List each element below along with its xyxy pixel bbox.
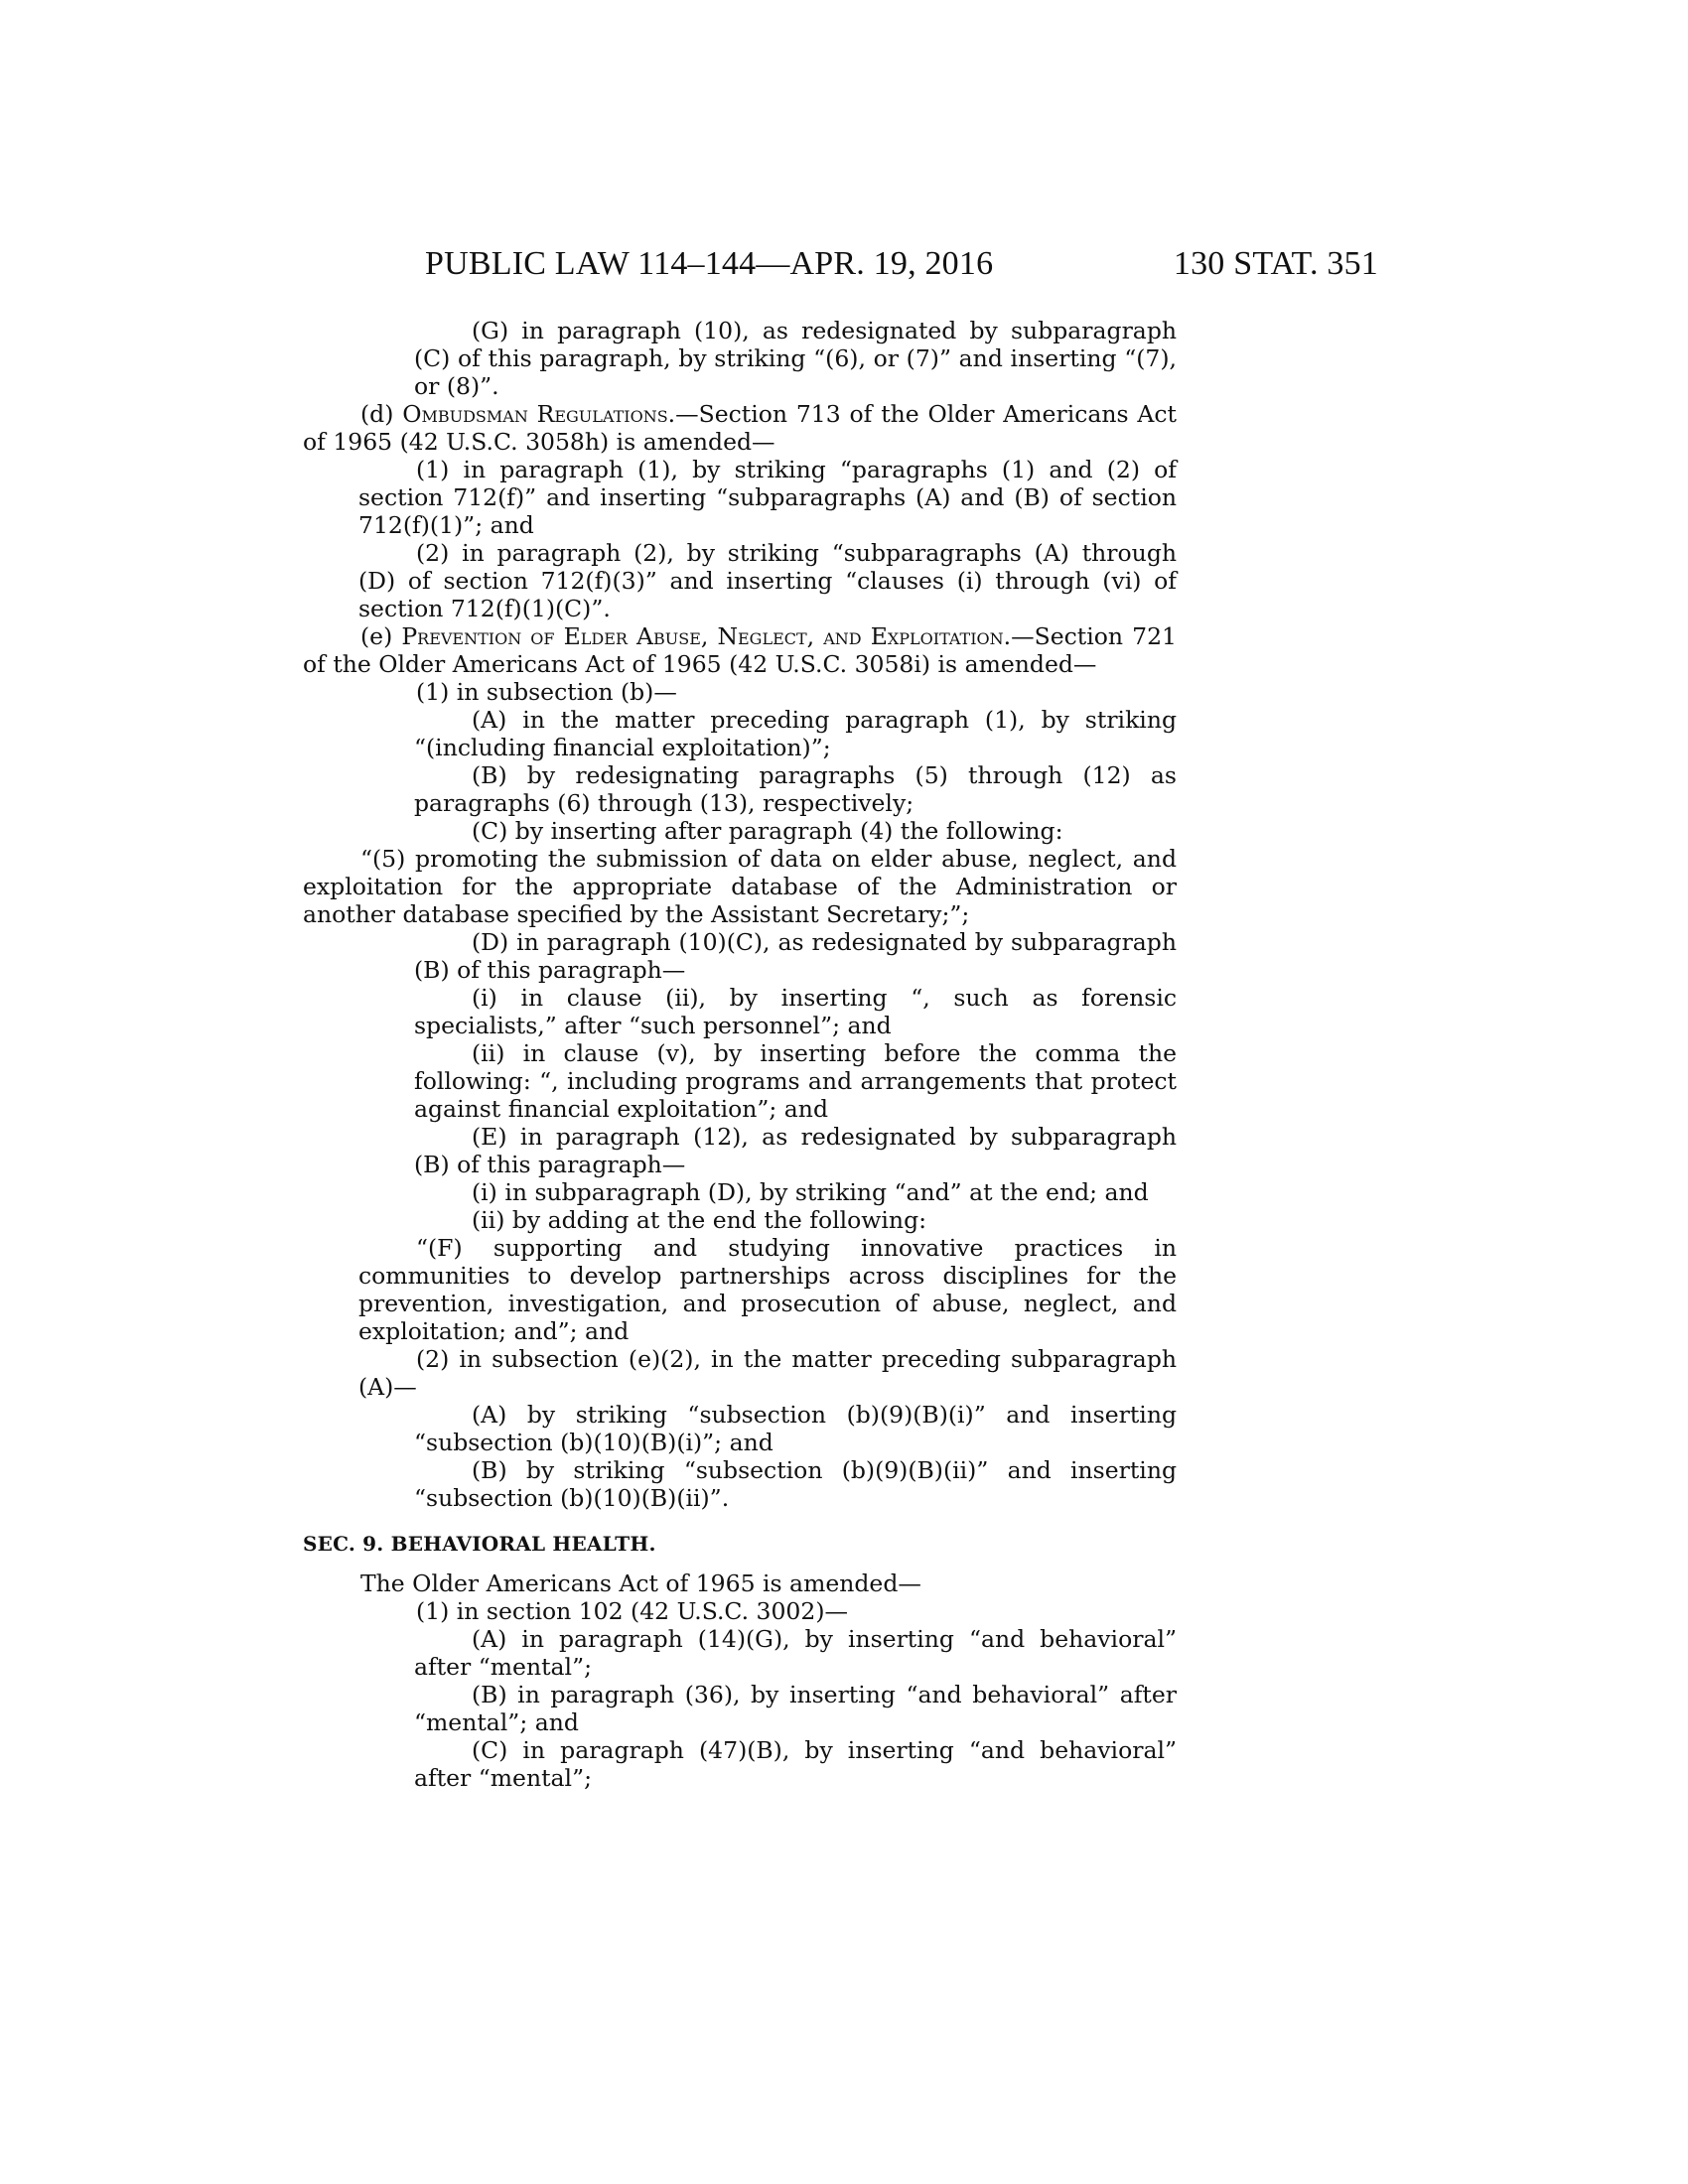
legal-paragraph bbox=[303, 1625, 1177, 1681]
legal-paragraph bbox=[303, 1681, 1177, 1736]
legal-paragraph bbox=[303, 1206, 1177, 1234]
page-header bbox=[425, 245, 1378, 285]
paragraph-text: (2) in paragraph (2), by striking “subparagraphs (A) through (D) of section 712(f)(3)” and inserting “clauses (i) through (vi) of section 712(f)(1)(C)”. bbox=[358, 539, 1177, 622]
legal-paragraph bbox=[303, 761, 1177, 817]
body-text bbox=[303, 317, 1177, 1792]
subsection-heading: Ombudsman Regulations bbox=[402, 400, 668, 428]
paragraph-text: (B) in paragraph (36), by inserting “and behavioral” after “mental”; and bbox=[414, 1681, 1177, 1736]
paragraph-text: (B) by striking “subsection (b)(9)(B)(ii)” and inserting “subsection (b)(10)(B)(ii)”. bbox=[414, 1456, 1177, 1512]
legal-paragraph bbox=[303, 1345, 1177, 1401]
legal-paragraph bbox=[303, 317, 1177, 400]
paragraph-text: (1) in subsection (b)— bbox=[416, 678, 677, 706]
paragraph-text: (A) in the matter preceding paragraph (1), by striking “(including financial exploitation)”; bbox=[414, 706, 1177, 761]
legal-paragraph bbox=[303, 678, 1177, 706]
legal-paragraph bbox=[303, 1039, 1177, 1123]
legal-paragraph bbox=[303, 706, 1177, 761]
paragraph-text: The Older Americans Act of 1965 is amended— bbox=[360, 1570, 921, 1597]
legal-paragraph bbox=[303, 1570, 1177, 1597]
amendment-paragraphs bbox=[303, 317, 1177, 1512]
legal-paragraph bbox=[303, 1401, 1177, 1456]
legal-paragraph bbox=[303, 1597, 1177, 1625]
legal-paragraph bbox=[303, 400, 1177, 456]
subsection-heading: Prevention of Elder Abuse, Neglect, and Exploitation bbox=[401, 622, 1004, 650]
paragraph-text: (B) by redesignating paragraphs (5) through (12) as paragraphs (6) through (13), respectively; bbox=[414, 761, 1177, 817]
legal-paragraph bbox=[303, 1234, 1177, 1345]
paragraph-text: (G) in paragraph (10), as redesignated by subparagraph (C) of this paragraph, by striking “(6), or (7)” and inserting “(7), or (8)”. bbox=[414, 317, 1177, 400]
legal-paragraph bbox=[303, 539, 1177, 622]
legal-paragraph bbox=[303, 928, 1177, 984]
paragraph-text: (i) in clause (ii), by inserting “, such as forensic specialists,” after “such personnel”; and bbox=[414, 984, 1177, 1039]
paragraph-text: .—Section 713 of the Older Americans Act of 1965 (42 U.S.C. 3058h) is amended— bbox=[303, 400, 1177, 456]
paragraph-text: (ii) in clause (v), by inserting before the comma the following: “, including programs and arrangements that protect against financial exploitation”; and bbox=[414, 1039, 1177, 1123]
paragraph-text: (i) in subparagraph (D), by striking “and” at the end; and bbox=[472, 1178, 1149, 1206]
paragraph-text: (C) in paragraph (47)(B), by inserting “and behavioral” after “mental”; bbox=[414, 1736, 1177, 1792]
paragraph-text: (ii) by adding at the end the following: bbox=[472, 1206, 927, 1234]
legal-paragraph bbox=[303, 1123, 1177, 1178]
paragraph-text: (A) by striking “subsection (b)(9)(B)(i)” and inserting “subsection (b)(10)(B)(i)”; and bbox=[414, 1401, 1177, 1456]
paragraph-text: (A) in paragraph (14)(G), by inserting “and behavioral” after “mental”; bbox=[414, 1625, 1177, 1681]
paragraph-text: .—Section 721 of the Older Americans Act of 1965 (42 U.S.C. 3058i) is amended— bbox=[303, 622, 1177, 678]
paragraph-text: (D) in paragraph (10)(C), as redesignated by subparagraph (B) of this paragraph— bbox=[414, 928, 1177, 984]
section-9-paragraphs bbox=[303, 1570, 1177, 1792]
statute-citation: 130 STAT. 351 bbox=[1173, 245, 1378, 282]
paragraph-text: (1) in section 102 (42 U.S.C. 3002)— bbox=[416, 1597, 848, 1625]
legal-paragraph bbox=[303, 456, 1177, 539]
legal-paragraph bbox=[303, 1736, 1177, 1792]
subsection-label: (e) bbox=[360, 622, 402, 650]
legal-paragraph bbox=[303, 984, 1177, 1039]
paragraph-text: (2) in subsection (e)(2), in the matter preceding subparagraph (A)— bbox=[358, 1345, 1177, 1401]
paragraph-text: (1) in paragraph (1), by striking “paragraphs (1) and (2) of section 712(f)” and inserting “subparagraphs (A) and (B) of section 712(f)(1)”; and bbox=[358, 456, 1177, 539]
legal-paragraph bbox=[303, 622, 1177, 678]
legal-paragraph bbox=[303, 1456, 1177, 1512]
subsection-label: (d) bbox=[360, 400, 403, 428]
legal-paragraph bbox=[303, 1178, 1177, 1206]
running-head: PUBLIC LAW 114–144—APR. 19, 2016 bbox=[425, 245, 994, 282]
legal-paragraph bbox=[303, 817, 1177, 845]
paragraph-text: “(5) promoting the submission of data on elder abuse, neglect, and exploitation for the appropriate database of the Administration or another database specified by the Assistant Secretary;”; bbox=[303, 845, 1177, 928]
paragraph-text: (C) by inserting after paragraph (4) the following: bbox=[472, 817, 1063, 845]
section-heading: SEC. 9. BEHAVIORAL HEALTH. bbox=[303, 1532, 656, 1556]
paragraph-text: “(F) supporting and studying innovative practices in communities to develop partnerships across disciplines for the prevention, investigation, and prosecution of abuse, neglect, and exploitation; and”; and bbox=[358, 1234, 1177, 1345]
legal-paragraph bbox=[303, 845, 1177, 928]
paragraph-text: (E) in paragraph (12), as redesignated by subparagraph (B) of this paragraph— bbox=[414, 1123, 1177, 1178]
